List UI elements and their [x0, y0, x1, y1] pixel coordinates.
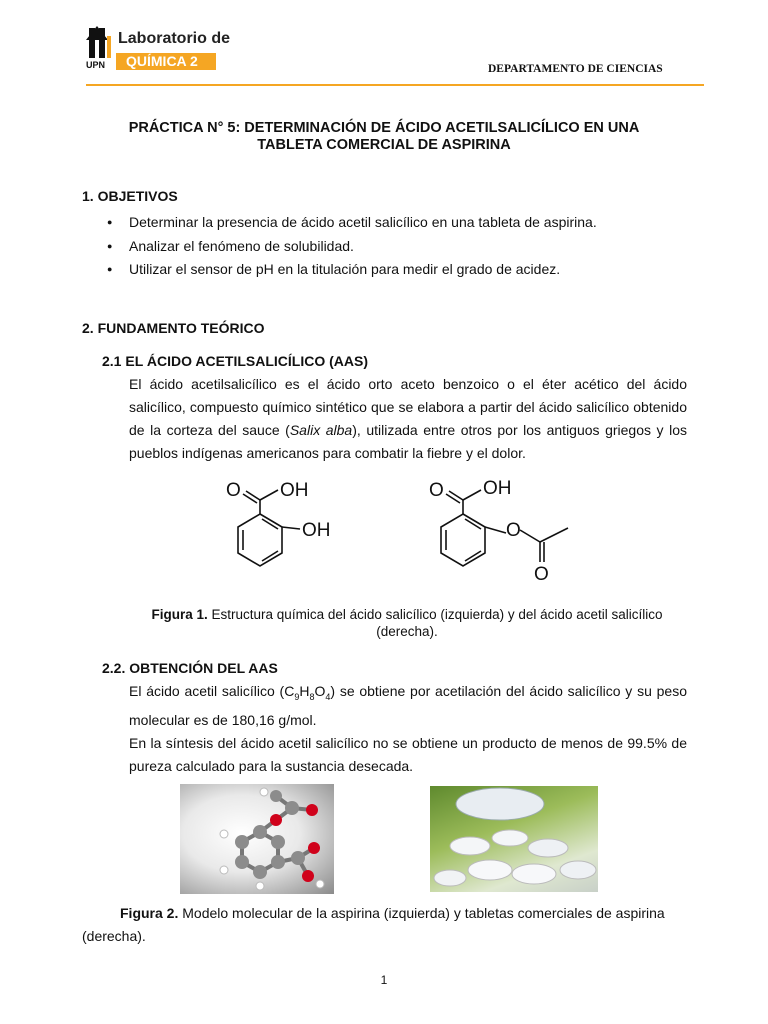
subscript: 9 [294, 691, 300, 702]
figure-label: Figura 1. [151, 607, 208, 622]
chemical-structures-figure [200, 472, 580, 584]
section-2-1-text [129, 373, 687, 465]
atom-label: OH [302, 520, 331, 541]
atom-label: O [506, 520, 521, 541]
objectives-heading: 1. OBJETIVOS [82, 188, 178, 204]
section-2-2-text [129, 680, 687, 778]
subscript: 4 [325, 691, 331, 702]
objectives-list [105, 212, 597, 283]
ball-and-stick-model [180, 784, 334, 894]
benzene-ring-right [441, 514, 485, 566]
section-2-2-heading: 2.2. OBTENCIÓN DEL AAS [102, 660, 278, 676]
text-run: El ácido acetil salicílico (C [129, 683, 295, 699]
logo-subtitle: QUÍMICA 2 [116, 53, 216, 70]
theory-heading: 2. FUNDAMENTO TEÓRICO [82, 320, 265, 336]
text-run: O [314, 683, 326, 699]
aspirin-tablets-image [430, 786, 598, 892]
text-run: El ácido acetilsalicílico es el ácido orto aceto benzoico o el éter acético del ácido salicílico, compuesto químico sintético que se elabora a partir del ácido salicílico obtenido de la corteza del sauce ( [129, 376, 687, 438]
logo-letters: UPN [86, 60, 106, 70]
atom-label: O [429, 480, 444, 501]
text-run: ) se obtiene por acetilación del ácido salicílico y su peso molecular es de 180,16 g/mol. [129, 683, 687, 728]
title-line-2: TABLETA COMERCIAL DE ASPIRINA [257, 137, 511, 153]
molecular-model-image [180, 784, 334, 894]
tablets-illustration [430, 786, 598, 892]
title-line-1: PRÁCTICA N° 5: DETERMINACIÓN DE ÁCIDO ACETILSALICÍLICO EN UNA [128, 120, 640, 136]
figure-2-caption [82, 902, 688, 948]
caption-text: Modelo molecular de la aspirina (izquierda) y tabletas comerciales de aspirina (derecha). [82, 905, 665, 944]
atom-label: O [534, 564, 549, 584]
logo-title: Laboratorio de [118, 30, 231, 47]
list-item: ● Determinar la presencia de ácido acetil salicílico en una tableta de aspirina. [105, 212, 597, 236]
figure-1-caption [132, 606, 682, 640]
atom-label: O [226, 480, 241, 501]
department-name: DEPARTAMENTO DE CIENCIAS [488, 63, 663, 75]
text-run: H [299, 683, 310, 699]
page-number: 1 [380, 973, 388, 987]
list-item: ● Utilizar el sensor de pH en la titulación para medir el grado de acidez. [105, 259, 597, 283]
figure-label: Figura 2. [120, 905, 179, 921]
upn-logo [86, 26, 231, 72]
species-name: Salix alba [289, 422, 353, 438]
header-divider [86, 84, 704, 86]
paragraph: En la síntesis del ácido acetil salicílico no se obtiene un producto de menos de 99.5% de pureza calculado para la sustancia desecada. [129, 734, 687, 774]
list-item: ● Analizar el fenómeno de solubilidad. [105, 236, 597, 260]
atom-label: OH [280, 480, 309, 501]
benzene-ring-left [238, 514, 282, 566]
atom-label: OH [483, 478, 512, 499]
caption-text: Estructura química del ácido salicílico (izquierda) y del ácido acetil salicílico (derecha). [207, 607, 663, 639]
section-2-1-heading: 2.1 EL ÁCIDO ACETILSALICÍLICO (AAS) [102, 353, 369, 369]
page-title [80, 120, 688, 154]
subscript: 8 [309, 691, 315, 702]
text-run: ), utilizada entre otros por los antiguos griegos y los pueblos indígenas americanos para combatir la fiebre y el dolor. [129, 422, 688, 461]
